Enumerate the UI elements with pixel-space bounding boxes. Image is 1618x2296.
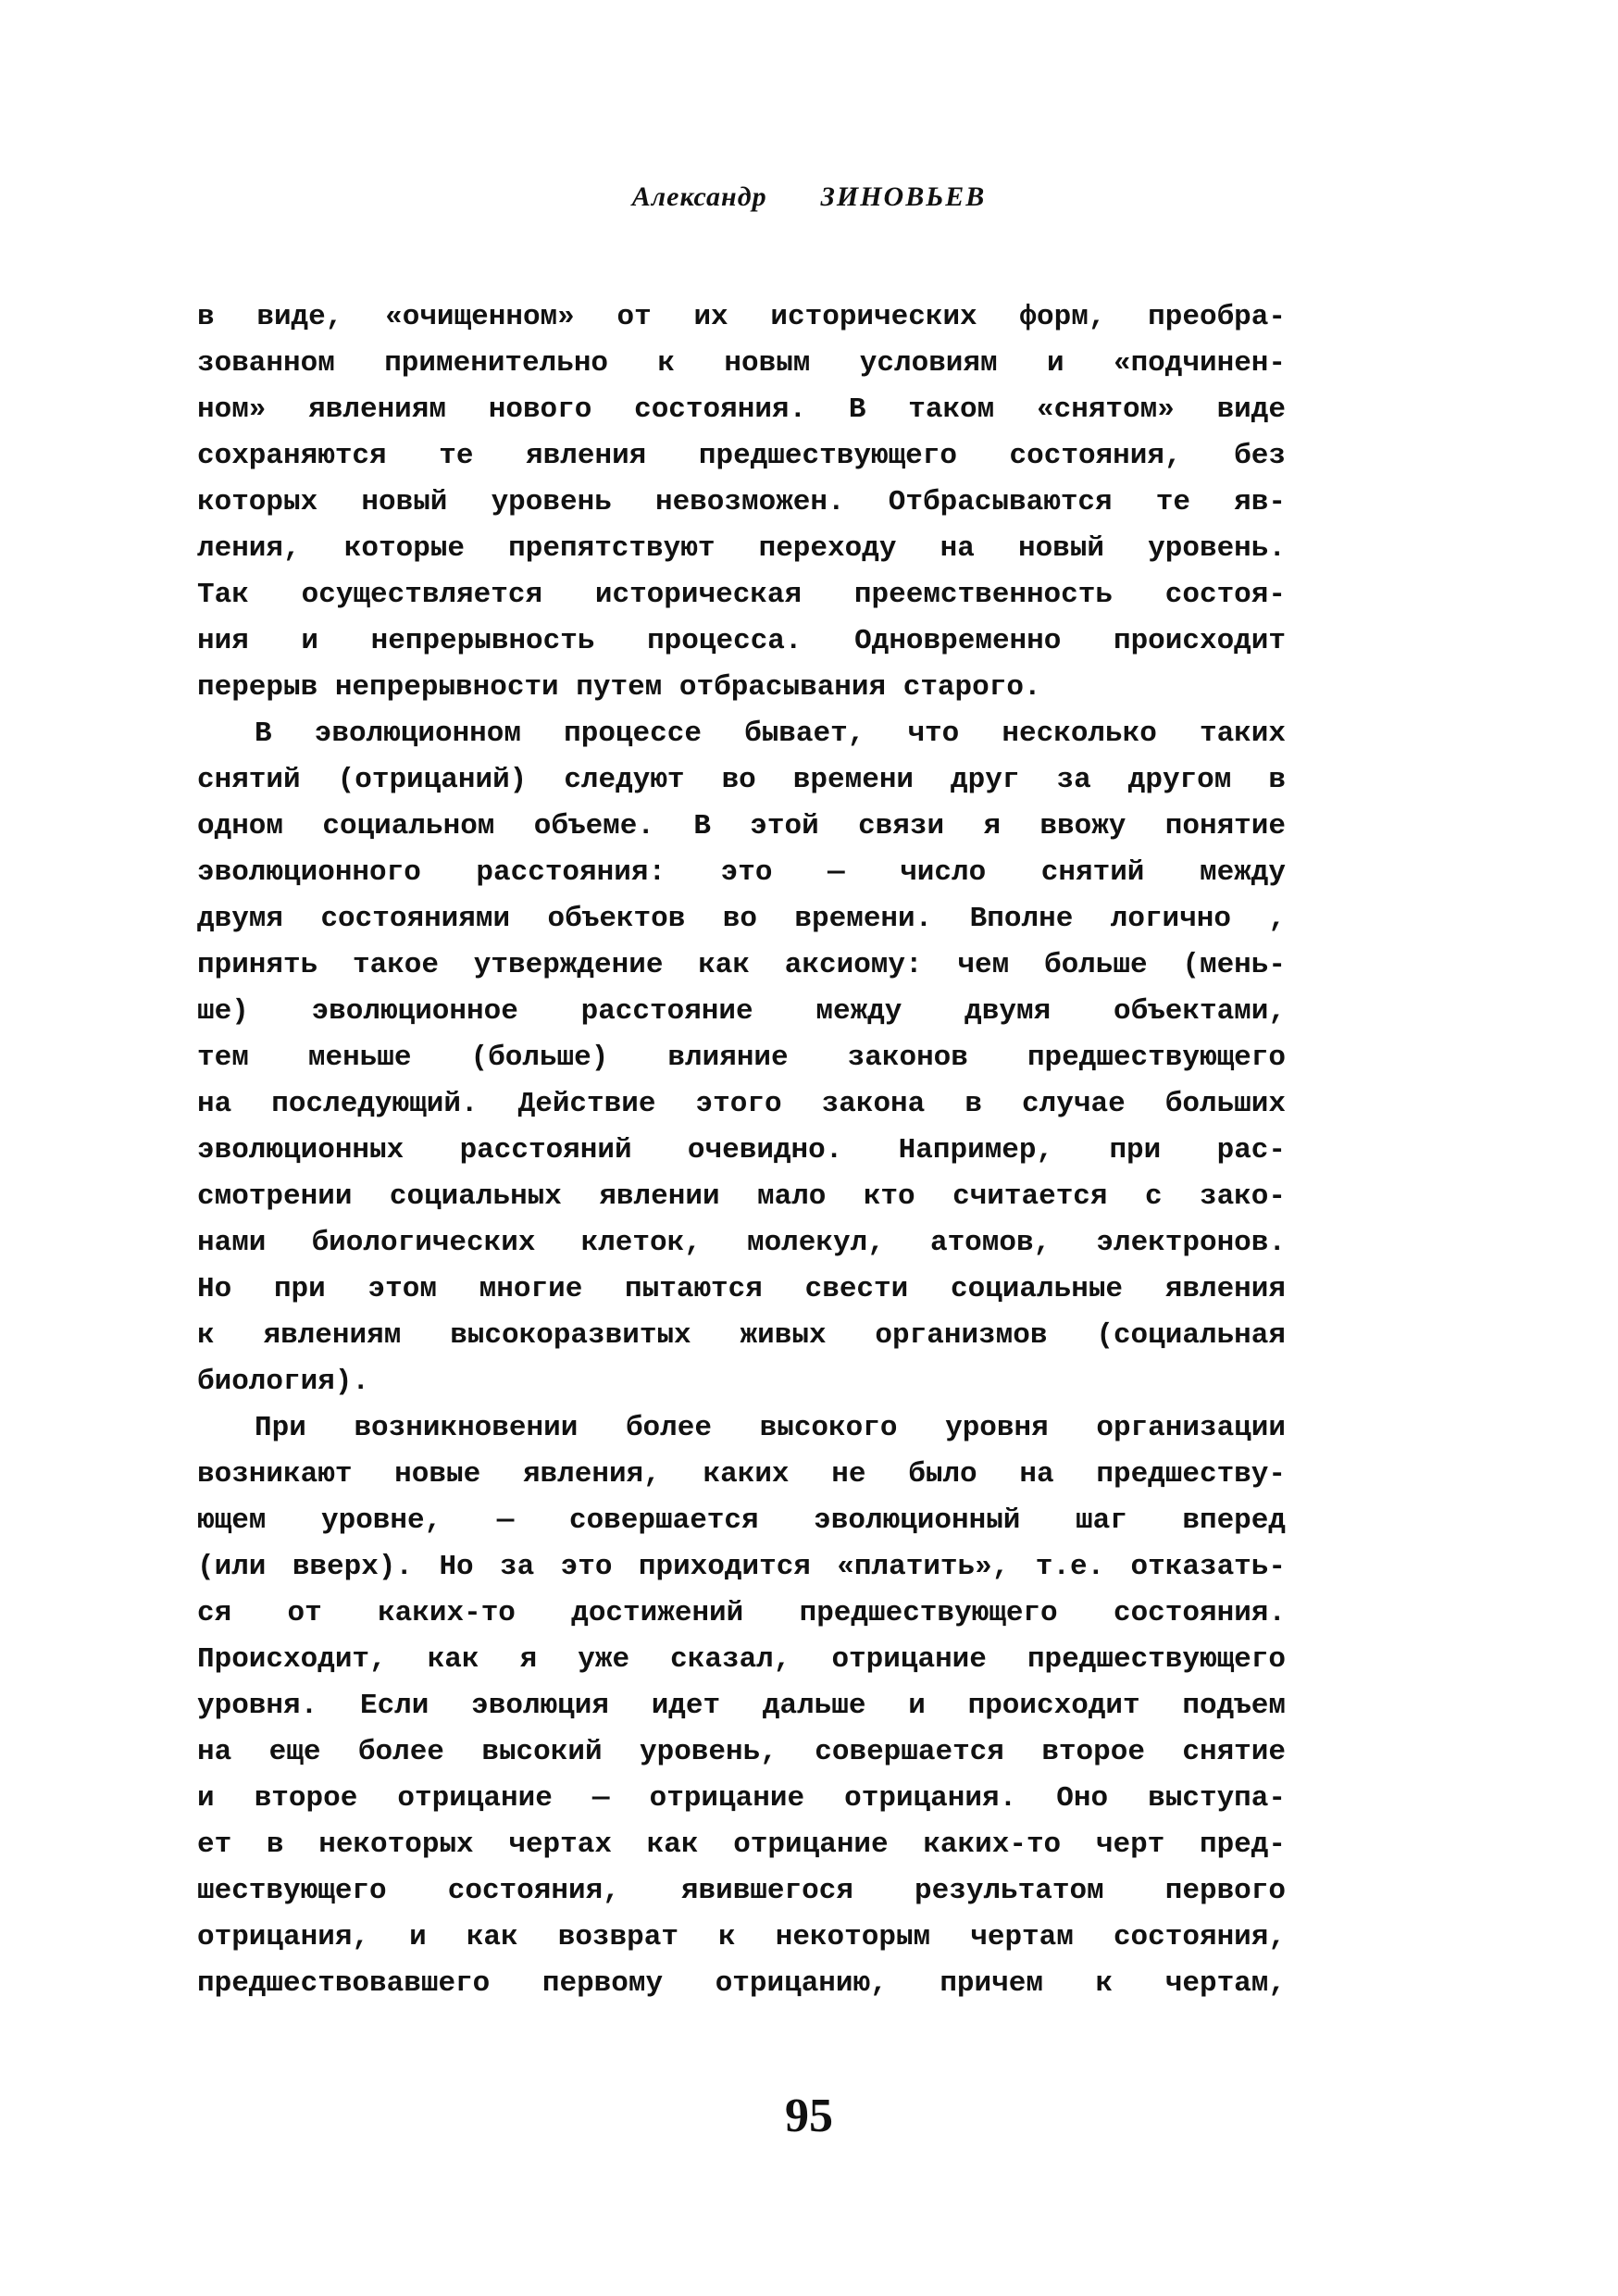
text-line: и второе отрицание — отрицание отрицания. Оно выступа- [197, 1782, 1286, 1815]
text-line: ет в некоторых чертах как отрицание каких-то черт пред- [197, 1828, 1286, 1861]
text-line: ния и непрерывность процесса. Одновременно происходит [197, 625, 1286, 657]
text-line: ся от каких-то достижений предшествующего состояния. [197, 1597, 1286, 1629]
text-line: нами биологических клеток, молекул, атомов, электронов. [197, 1227, 1286, 1259]
text-line: снятий (отрицаний) следуют во времени друг за другом в [197, 764, 1286, 796]
text-line: на последующий. Действие этого закона в случае больших [197, 1088, 1286, 1120]
running-head [0, 181, 1618, 213]
paragraph-3 [197, 1405, 1286, 2007]
text-line: ления, которые препятствуют переходу на новый уровень. [197, 532, 1286, 565]
text-line: сохраняются те явления предшествующего состояния, без [197, 440, 1286, 472]
text-line: (или вверх). Но за это приходится «платить», т.е. отказать- [197, 1551, 1286, 1583]
text-line: принять такое утверждение как аксиому: чем больше (мень- [197, 949, 1286, 981]
text-line: к явлениям высокоразвитых живых организмов (социальная [197, 1319, 1286, 1352]
text-line: ном» явлениям нового состояния. В таком «снятом» виде [197, 393, 1286, 426]
text-line: эволюционного расстояния: это — число снятий между [197, 856, 1286, 889]
text-line: Но при этом многие пытаются свести социальные явления [197, 1273, 1286, 1305]
paragraph-1 [197, 294, 1286, 711]
author-last-name: ЗИНОВЬЕВ [820, 181, 987, 212]
text-line: биология). [197, 1366, 370, 1398]
text-line: эволюционных расстояний очевидно. Например, при рас- [197, 1134, 1286, 1167]
text-line: двумя состояниями объектов во времени. Вполне логично , [197, 903, 1286, 935]
author-first-name: Александр [631, 181, 767, 212]
text-line: отрицания, и как возврат к некоторым чертам состояния, [197, 1921, 1286, 1953]
text-line: которых новый уровень невозможен. Отбрасываются те яв- [197, 486, 1286, 518]
text-line: тем меньше (больше) влияние законов предшествующего [197, 1042, 1286, 1074]
page-number: 95 [785, 2090, 833, 2142]
text-line: возникают новые явления, каких не было на предшеству- [197, 1458, 1286, 1491]
text-line: зованном применительно к новым условиям и «подчинен- [197, 347, 1286, 380]
text-line: смотрении социальных явлении мало кто считается с зако- [197, 1180, 1286, 1213]
text-line: перерыв непрерывности путем отбрасывания старого. [197, 671, 1041, 704]
text-line: При возникновении более высокого уровня организации [255, 1412, 1286, 1444]
text-line: уровня. Если эволюция идет дальше и происходит подъем [197, 1690, 1286, 1722]
text-line: ше) эволюционное расстояние между двумя объектами, [197, 995, 1286, 1028]
text-line: Происходит, как я уже сказал, отрицание предшествующего [197, 1643, 1286, 1676]
text-line: шествующего состояния, явившегося результатом первого [197, 1875, 1286, 1907]
text-line: предшествовавшего первому отрицанию, причем к чертам, [197, 1967, 1286, 2000]
text-line: В эволюционном процессе бывает, что несколько таких [255, 718, 1286, 750]
text-line: в виде, «очищенном» от их исторических форм, преобра- [197, 301, 1286, 333]
text-line: на еще более высокий уровень, совершается второе снятие [197, 1736, 1286, 1768]
text-line: ющем уровне, — совершается эволюционный шаг вперед [197, 1504, 1286, 1537]
text-line: одном социальном объеме. В этой связи я ввожу понятие [197, 810, 1286, 842]
body-text [197, 294, 1286, 2007]
text-line: Так осуществляется историческая преемственность состоя- [197, 579, 1286, 611]
paragraph-2 [197, 711, 1286, 1405]
